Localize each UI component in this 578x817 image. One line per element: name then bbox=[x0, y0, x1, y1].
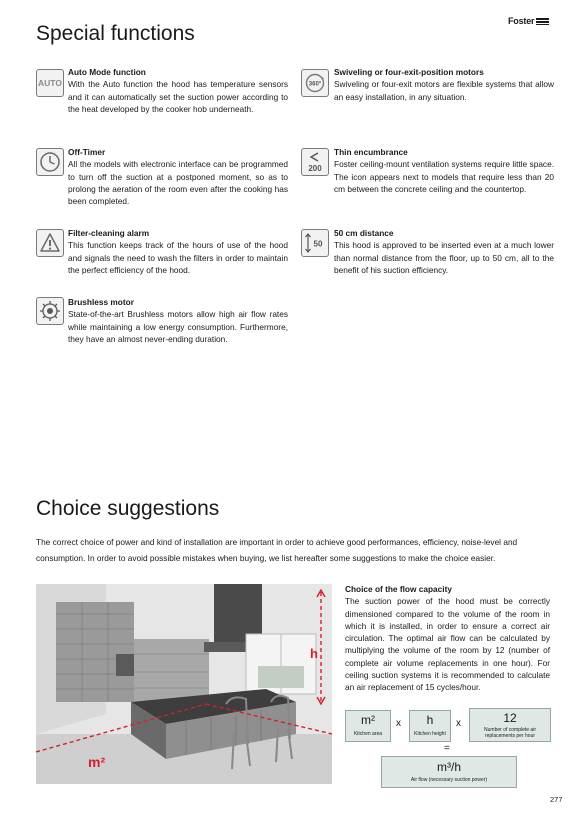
brand-stripes-icon bbox=[536, 18, 549, 25]
formula-height-label: Kitchen height bbox=[414, 731, 446, 737]
formula-rate-symbol: 12 bbox=[503, 711, 517, 725]
swivel-360-icon bbox=[301, 69, 329, 97]
area-label: m² bbox=[88, 754, 106, 770]
feature-filter-alarm bbox=[68, 227, 288, 276]
feature-text: State-of-the-art Brushless motors allow high air flow rates while maintaining a low energy consumption. Furthermore, they have an almost never-ending duration. bbox=[68, 309, 288, 344]
flow-text: The suction power of the hood must be correctly dimensioned compared to the volume of the room in which it is installed, in order to ensure a correct air circulation. The optimal air flow can be calculated by multiplying the volume of the room by 12 (number of complete air volume replacements in one hour). For ceiling suction systems it is recommended to calculate an air replacement of 15 cycles/hour. bbox=[345, 596, 550, 693]
special-functions-title: Special functions bbox=[36, 22, 195, 45]
choice-suggestions-title: Choice suggestions bbox=[36, 497, 220, 520]
feature-title: Thin encumbrance bbox=[334, 147, 408, 157]
feature-text: Foster ceiling-mount ventilation systems require little space. The icon appears next to models that require less than 20 cm between the concrete ceiling and the countertop. bbox=[334, 159, 554, 194]
formula-multiply-2: x bbox=[456, 718, 461, 729]
height-label: h bbox=[310, 646, 318, 661]
feature-swivel-motors bbox=[334, 66, 554, 103]
feature-50cm-distance bbox=[334, 227, 554, 276]
feature-text: Swiveling or four-exit motors are flexible systems that allow an easy installation, in any situation. bbox=[334, 79, 554, 102]
feature-text: All the models with electronic interface can be programmed to turn off the suction at a postponed moment, so as to prolong the aeration of the room even after the cooking has been completed. bbox=[68, 159, 288, 207]
auto-mode-icon-label: AUTO bbox=[38, 78, 62, 88]
auto-mode-icon bbox=[36, 69, 64, 97]
page-number: 277 bbox=[550, 795, 563, 804]
formula-result-label: Air flow (necessary suction power) bbox=[410, 777, 488, 783]
formula-result-symbol: m³/h bbox=[437, 760, 461, 774]
formula-height-symbol: h bbox=[426, 713, 434, 727]
formula-area-box bbox=[345, 710, 391, 742]
feature-title: Off-Timer bbox=[68, 147, 106, 157]
feature-title: 50 cm distance bbox=[334, 228, 394, 238]
formula-area-label: Kitchen area bbox=[353, 731, 383, 737]
kitchen-image bbox=[36, 584, 332, 784]
brushless-motor-icon bbox=[36, 297, 64, 325]
feature-thin-encumbrance bbox=[334, 146, 554, 195]
distance-icon-label: 50 bbox=[313, 239, 323, 249]
flow-capacity-section bbox=[345, 583, 550, 694]
feature-title: Brushless motor bbox=[68, 297, 134, 307]
feature-title: Filter-cleaning alarm bbox=[68, 228, 150, 238]
clock-icon bbox=[36, 148, 64, 176]
formula-rate-box bbox=[469, 708, 551, 742]
thin-encumbrance-icon bbox=[301, 148, 329, 176]
feature-title: Swiveling or four-exit-position motors bbox=[334, 67, 484, 77]
formula-result-box bbox=[381, 756, 517, 788]
feature-text: This function keeps track of the hours of use of the hood and signals the need to wash the filters in order to maintain the perfect efficiency of the hood. bbox=[68, 240, 288, 275]
formula-area-symbol: m² bbox=[361, 713, 375, 727]
feature-text: This hood is approved to be inserted even at a much lower than normal distance from the floor, up to 50 cm, all to the benefit of his suction efficiency. bbox=[334, 240, 554, 275]
choice-intro: The correct choice of power and kind of installation are important in order to achieve good performances, efficiency, noise-level and consumption. In order to avoid possible mistakes when buying, we list hereafter some suggestions to make the choice easier. bbox=[36, 537, 518, 563]
warning-icon bbox=[36, 229, 64, 257]
thin-icon-label: 200 bbox=[308, 164, 322, 173]
swivel-icon-label: 360° bbox=[308, 81, 322, 88]
feature-auto-mode bbox=[68, 66, 288, 115]
feature-text: With the Auto function the hood has temperature sensors and it can automatically set the suction power according to the heat developed by the cooker hob underneath. bbox=[68, 79, 288, 114]
feature-brushless-motor bbox=[68, 296, 288, 345]
formula-height-box bbox=[409, 710, 451, 742]
brand-name: Foster bbox=[508, 16, 535, 26]
flow-title: Choice of the flow capacity bbox=[345, 584, 452, 594]
distance-50-icon bbox=[301, 229, 329, 257]
formula-equals: = bbox=[444, 743, 450, 754]
brand-logo bbox=[508, 16, 549, 26]
formula-multiply-1: x bbox=[396, 718, 401, 729]
formula-rate-label: Number of complete air replacements per hour bbox=[484, 727, 536, 739]
feature-title: Auto Mode function bbox=[68, 67, 146, 77]
feature-off-timer bbox=[68, 146, 288, 207]
